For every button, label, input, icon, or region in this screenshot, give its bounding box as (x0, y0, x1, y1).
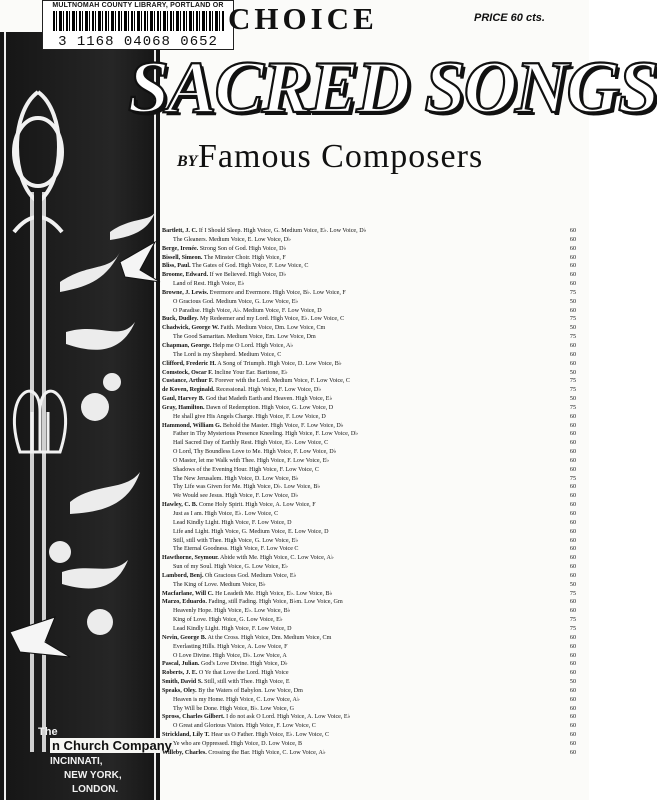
library-name: MULTNOMAH COUNTY LIBRARY, PORTLAND OR (52, 2, 224, 9)
song-title-keys: The Lord is my Shepherd. Medium Voice, C (173, 351, 282, 358)
song-title-keys: Evermore and Evermore. High Voice, B♭. Low Voice, F (209, 289, 346, 296)
song-row (162, 572, 576, 581)
song-row (162, 625, 576, 634)
song-price: 60 (569, 714, 576, 721)
song-entry (173, 607, 291, 616)
song-row (162, 422, 576, 431)
song-price: 60 (569, 502, 576, 509)
barcode-number: 3 1168 04068 0652 (58, 34, 218, 50)
song-title-keys: The Eternal Goodness. High Voice, F. Low Voice C (173, 546, 299, 553)
song-entry (173, 696, 300, 705)
title-famous-composers: Famous Composers (198, 138, 484, 175)
song-title-keys: Heaven is my Home. High Voice, C. Low Voice, A♭ (173, 696, 300, 703)
song-entry (162, 598, 343, 607)
composer-name: Bliss, Paul. (162, 263, 191, 270)
composer-name: Hammond, William G. (162, 422, 222, 429)
song-entry (162, 369, 288, 378)
song-price: 75 (569, 475, 576, 482)
song-row (162, 351, 576, 360)
song-title-keys: A Song of Triumph. High Voice, D. Low Voice, B♭ (217, 360, 342, 367)
song-entry (173, 740, 302, 749)
song-row (162, 634, 576, 643)
song-price: 75 (569, 316, 576, 323)
song-row (162, 475, 576, 484)
song-title-keys: Strong Son of God. High Voice, D♭ (199, 245, 287, 252)
publisher-city: LONDON. (72, 784, 119, 795)
song-row (162, 271, 576, 280)
song-entry (173, 475, 299, 484)
song-row (162, 457, 576, 466)
song-row (162, 360, 576, 369)
ornamental-border-panel (0, 32, 172, 800)
song-row (162, 616, 576, 625)
song-price: 60 (569, 236, 576, 243)
song-entry (162, 324, 325, 333)
song-row (162, 749, 576, 758)
song-title-keys: The New Jerusalem. High Voice, D. Low Voice, B♭ (173, 475, 299, 482)
song-row (162, 236, 576, 245)
song-entry (173, 537, 298, 546)
song-title-keys: The Gates of God. High Voice, F. Low Voice, C (192, 263, 309, 270)
song-title-keys: Shadows of the Evening Hour. High Voice, F. Low Voice, C (173, 466, 319, 473)
song-entry (173, 351, 281, 360)
song-price: 75 (569, 404, 576, 411)
song-row (162, 404, 576, 413)
song-entry (162, 377, 350, 386)
song-title-keys: God's Love Divine. High Voice, D♭ (200, 661, 288, 668)
song-entry (162, 572, 297, 581)
song-title-keys: Thy Life was Given for Me. High Voice, D♭. Low Voice, B♭ (173, 484, 321, 491)
song-row (162, 280, 576, 289)
song-entry (162, 422, 344, 431)
song-row (162, 369, 576, 378)
title-by: BY (177, 153, 198, 170)
song-entry (162, 554, 334, 563)
song-entry (173, 492, 298, 501)
composer-name: Gaul, Harvey B. (162, 396, 205, 403)
song-title-keys: The Minster Choir. High Voice, F (203, 254, 286, 261)
song-row (162, 713, 576, 722)
song-entry (162, 315, 344, 324)
song-title-keys: The Gleaners. Medium Voice, E. Low Voice, D♭ (173, 236, 292, 243)
song-row (162, 324, 576, 333)
song-price: 75 (569, 617, 576, 624)
song-price: 60 (569, 307, 576, 314)
song-entry (173, 705, 294, 714)
song-entry (162, 227, 366, 236)
song-title-keys: Just as I am. High Voice, E♭. Low Voice, C (173, 511, 279, 517)
song-title-keys: Sun of my Soul. High Voice, G. Low Voice, E♭ (173, 564, 288, 571)
song-title-keys: If I Should Sleep. High Voice, G. Medium Voice, E♭. Low Voice, D♭ (198, 228, 367, 234)
song-row (162, 395, 576, 404)
song-price: 75 (569, 625, 576, 632)
song-row (162, 652, 576, 661)
composer-name: de Koven, Reginald. (162, 387, 215, 394)
song-row (162, 307, 576, 316)
floral-ornament-icon (0, 32, 160, 800)
song-title-keys: Father in Thy Mysterious Presence Kneeling. High Voice, F. Low Voice, D♭ (173, 431, 359, 438)
song-price: 60 (569, 564, 576, 571)
song-row (162, 315, 576, 324)
song-price: 75 (569, 289, 576, 296)
song-row (162, 590, 576, 599)
song-title-keys: Lead Kindly Light. High Voice, F. Low Voice, D (173, 519, 292, 526)
song-entry (162, 360, 342, 369)
song-title-keys: O Lord, Thy Boundless Love to Me. High Voice, F. Low Voice, D♭ (173, 449, 337, 456)
song-entry (173, 413, 326, 422)
song-row (162, 245, 576, 254)
song-title-keys: I do not ask O Lord. High Voice, A. Low Voice, E♭ (226, 714, 351, 721)
song-entry (173, 236, 291, 245)
composer-name: Bissell, Simeon. (162, 254, 203, 261)
song-title-keys: Dawn of Redemption. High Voice, G. Low Voice, D (206, 404, 334, 411)
song-row (162, 545, 576, 554)
song-entry (173, 333, 316, 342)
song-price: 60 (569, 511, 576, 517)
song-title-keys: Abide with Me. High Voice, C. Low Voice, A♭ (220, 555, 334, 562)
song-list (162, 227, 576, 758)
song-price: 60 (569, 245, 576, 252)
song-entry (162, 386, 321, 395)
song-row (162, 528, 576, 537)
composer-name: Gray, Hamilton. (162, 404, 205, 411)
song-row (162, 687, 576, 696)
song-title-keys: By the Waters of Babylon. Low Voice, Dm (198, 687, 303, 694)
composer-name: Macfarlane, Will C. (162, 590, 214, 597)
song-price: 50 (569, 679, 576, 686)
song-price: 50 (569, 396, 576, 403)
song-entry (173, 448, 336, 457)
song-price: 60 (569, 466, 576, 473)
composer-name: Strickland, Lily T. (162, 732, 210, 739)
song-entry (173, 439, 328, 448)
song-entry (173, 652, 287, 661)
song-price: 60 (569, 599, 576, 606)
song-price: 60 (569, 670, 576, 677)
song-entry (162, 713, 351, 722)
title-choice: CHOICE (228, 1, 378, 36)
song-title-keys: He Leadeth Me. High Voice, E♭. Low Voice, B♭ (215, 590, 333, 597)
song-entry (162, 669, 289, 678)
song-entry (173, 528, 329, 537)
song-price: 75 (569, 334, 576, 341)
song-price: 50 (569, 298, 576, 305)
song-title-keys: Crossing the Bar. High Voice, C. Low Voice, A♭ (208, 749, 326, 756)
composer-name: Pascal, Julian. (162, 661, 200, 668)
song-row (162, 643, 576, 652)
song-row (162, 262, 576, 271)
barcode-icon (53, 11, 225, 31)
song-price: 50 (569, 325, 576, 332)
song-price: 60 (569, 732, 576, 739)
song-row (162, 386, 576, 395)
song-row (162, 678, 576, 687)
song-price: 50 (569, 369, 576, 376)
song-row (162, 333, 576, 342)
song-price: 60 (569, 493, 576, 500)
composer-name: Broome, Edward. (162, 272, 209, 279)
song-title-keys: We Would see Jesus. High Voice, F. Low Voice, D♭ (173, 493, 299, 500)
song-entry (173, 510, 278, 519)
song-title-keys: God that Madeth Earth and Heaven. High Voice, E♭ (205, 396, 333, 403)
song-title-keys: The King of Love. Medium Voice, B♭ (173, 581, 266, 588)
song-title-keys: At the Cross. High Voice, Dm. Medium Voice, Cm (207, 634, 332, 641)
song-entry (162, 245, 286, 254)
composer-name: Custance, Arthur F. (162, 378, 214, 385)
song-title-keys: Come Holy Spirit. High Voice, A. Low Voice, F (198, 502, 316, 509)
song-title-keys: Lead Kindly Light. High Voice, F. Low Voice, D (173, 625, 292, 632)
song-row (162, 342, 576, 351)
song-title-keys: Help me O Lord. High Voice, A♭ (212, 342, 294, 349)
song-row (162, 519, 576, 528)
song-price: 60 (569, 537, 576, 544)
song-row (162, 740, 576, 749)
song-entry (162, 731, 329, 740)
song-price: 60 (569, 263, 576, 270)
song-row (162, 554, 576, 563)
song-title-keys: King of Love. High Voice, G. Low Voice, E♭ (173, 617, 283, 624)
song-row (162, 413, 576, 422)
song-price: 60 (569, 749, 576, 756)
song-row (162, 227, 576, 236)
composer-name: Chapman, George. (162, 342, 212, 349)
song-entry (173, 722, 316, 731)
song-title-keys: If we Believed. High Voice, D♭ (209, 272, 287, 279)
composer-name: Clifford, Frederic H. (162, 360, 217, 367)
composer-name: Hawthorne, Seymour. (162, 555, 219, 562)
song-row (162, 377, 576, 386)
song-entry (162, 501, 316, 510)
song-entry (173, 545, 299, 554)
composer-name: Buck, Dudley. (162, 316, 199, 323)
song-row (162, 705, 576, 714)
song-entry (162, 634, 331, 643)
song-title-keys: Behold the Master. High Voice, F. Low Voice, D♭ (222, 422, 344, 429)
song-entry (162, 687, 303, 696)
composer-name: Nevin, George B. (162, 634, 207, 641)
composer-name: Browne, J. Lewis. (162, 289, 209, 296)
song-price: 60 (569, 254, 576, 261)
publisher-city: INCINNATI, (50, 756, 103, 767)
song-title-keys: Land of Rest. High Voice, E♭ (173, 281, 245, 288)
song-row (162, 298, 576, 307)
song-row (162, 439, 576, 448)
song-row (162, 254, 576, 263)
song-entry (162, 271, 286, 280)
song-title-keys: Heavenly Hope. High Voice, E♭. Low Voice, B♭ (173, 608, 291, 615)
song-price: 60 (569, 652, 576, 659)
composer-name: Comstock, Oscar F. (162, 369, 213, 376)
song-title-keys: Life and Light. High Voice, G. Medium Voice, E. Low Voice, D (173, 528, 329, 535)
library-barcode-label (42, 0, 234, 50)
song-entry (162, 749, 326, 758)
publisher-city: NEW YORK, (64, 770, 122, 781)
song-price: 60 (569, 723, 576, 730)
song-entry (173, 643, 287, 652)
song-price: 60 (569, 687, 576, 694)
song-price: 60 (569, 546, 576, 553)
publisher-the: The (38, 726, 58, 738)
song-entry (173, 466, 319, 475)
cover-price: PRICE 60 cts. (474, 12, 545, 24)
song-row (162, 722, 576, 731)
song-title-keys: Recessional. High Voice, F. Low Voice, D♭ (216, 387, 322, 394)
song-entry (162, 395, 332, 404)
song-row (162, 492, 576, 501)
song-price: 75 (569, 387, 576, 394)
song-title-keys: O Great and Glorious Vision. High Voice, F. Low Voice, C (173, 723, 316, 730)
song-price: 60 (569, 272, 576, 279)
song-title-keys: Hail Sacred Day of Earthly Rest. High Voice, E♭. Low Voice, C (173, 440, 329, 447)
song-row (162, 289, 576, 298)
song-title-keys: O Master, let me Walk with Thee. High Voice, F. Low Voice, E♭ (173, 457, 330, 464)
song-entry (162, 590, 332, 599)
song-price: 60 (569, 572, 576, 579)
song-entry (173, 625, 292, 634)
song-price: 60 (569, 413, 576, 420)
song-row (162, 731, 576, 740)
song-title-keys: The Good Samaritan. Medium Voice, Em. Low Voice, Dm (173, 334, 316, 341)
song-row (162, 660, 576, 669)
song-entry (173, 581, 266, 590)
song-title-keys: Still, still with Thee. High Voice, E (204, 679, 290, 686)
song-title-keys: Hear us O Father. High Voice, E♭. Low Voice, C (211, 732, 330, 739)
song-title-keys: My Redeemer and my Lord. High Voice, E♭. Low Voice, C (199, 316, 345, 323)
song-entry (162, 262, 308, 271)
song-entry (162, 660, 288, 669)
song-price: 60 (569, 661, 576, 668)
song-row (162, 581, 576, 590)
title-sacred-songs: SACRED SONGS (128, 47, 657, 129)
composer-name: Spross, Charles Gilbert. (162, 714, 225, 721)
song-entry (173, 457, 329, 466)
song-entry (162, 404, 333, 413)
song-price: 75 (569, 590, 576, 597)
song-title-keys: Forever with the Lord. Medium Voice, F. Low Voice, C (215, 378, 350, 385)
song-row (162, 563, 576, 572)
song-price: 60 (569, 705, 576, 712)
song-price: 60 (569, 422, 576, 429)
song-price: 60 (569, 528, 576, 535)
song-row (162, 483, 576, 492)
song-price: 60 (569, 634, 576, 641)
song-title-keys: Ye who are Oppressed. High Voice, D. Low Voice, B (173, 740, 303, 747)
composer-name: Chadwick, George W. (162, 325, 219, 332)
composer-name: Roberts, J. E. (162, 670, 198, 677)
composer-name: Speaks, Oley. (162, 687, 197, 694)
song-price: 60 (569, 457, 576, 464)
song-row (162, 430, 576, 439)
song-price: 60 (569, 519, 576, 526)
song-entry (173, 519, 292, 528)
song-title-keys: Thy Will be Done. High Voice, B♭. Low Voice, G (173, 705, 295, 712)
song-entry (173, 298, 298, 307)
song-price: 60 (569, 360, 576, 367)
composer-name: Lambord, Benj. (162, 572, 204, 579)
song-title-keys: Everlasting Hills. High Voice, A. Low Voice, F (173, 643, 288, 650)
song-title-keys: O Gracious God. Medium Voice, G. Low Voice, E♭ (173, 298, 299, 305)
song-title-keys: Incline Your Ear. Baritone, E♭ (214, 369, 288, 376)
song-entry (173, 307, 322, 316)
song-entry (173, 430, 358, 439)
song-row (162, 510, 576, 519)
composer-name: Marzo, Eduardo. (162, 599, 207, 606)
song-entry (162, 678, 290, 687)
song-price: 60 (569, 608, 576, 615)
composer-name: Smith, David S. (162, 679, 203, 686)
song-price: 60 (569, 281, 576, 288)
song-title-keys: Fading, still Fading. High Voice, B♭m. Low Voice, Gm (208, 599, 343, 606)
song-price: 60 (569, 555, 576, 562)
song-row (162, 466, 576, 475)
song-price: 60 (569, 449, 576, 456)
song-title-keys: Oh Gracious God. Medium Voice, E♭ (205, 572, 297, 579)
song-entry (162, 342, 293, 351)
composer-name: Hawley, C. B. (162, 502, 198, 509)
song-title-keys: O Paradise. High Voice, A♭. Medium Voice, F. Low Voice, D (173, 307, 322, 314)
composer-name: Berge, Irenée. (162, 245, 199, 252)
song-row (162, 537, 576, 546)
song-price: 60 (569, 643, 576, 650)
song-entry (173, 280, 245, 289)
song-row (162, 669, 576, 678)
song-title-keys: Faith. Medium Voice, Dm. Low Voice, Cm (220, 325, 326, 332)
song-price: 60 (569, 431, 576, 438)
song-row (162, 501, 576, 510)
composer-name: Bartlett, J. C. (162, 228, 198, 234)
song-title-keys: O Ye that Love the Lord. High Voice (198, 670, 289, 677)
song-entry (173, 616, 283, 625)
song-price: 60 (569, 228, 576, 234)
song-price: 60 (569, 440, 576, 447)
song-price: 75 (569, 378, 576, 385)
song-row (162, 598, 576, 607)
song-entry (162, 254, 286, 263)
song-price: 60 (569, 484, 576, 491)
song-row (162, 448, 576, 457)
song-title-keys: He shall give His Angels Charge. High Voice, F. Low Voice, D (173, 413, 326, 420)
song-price: 60 (569, 696, 576, 703)
song-entry (162, 289, 346, 298)
song-row (162, 607, 576, 616)
publisher-name: n Church Company (52, 738, 172, 753)
song-row (162, 696, 576, 705)
song-price: 50 (569, 581, 576, 588)
song-entry (173, 483, 320, 492)
song-title-keys: O Love Divine. High Voice, D♭. Low Voice, A (173, 652, 287, 659)
song-price: 60 (569, 351, 576, 358)
composer-name: Willeby, Charles. (162, 749, 207, 756)
song-title-keys: Still, still with Thee. High Voice, G. Low Voice, E♭ (173, 537, 299, 544)
song-price: 60 (569, 740, 576, 747)
song-price: 60 (569, 342, 576, 349)
song-entry (173, 563, 288, 572)
